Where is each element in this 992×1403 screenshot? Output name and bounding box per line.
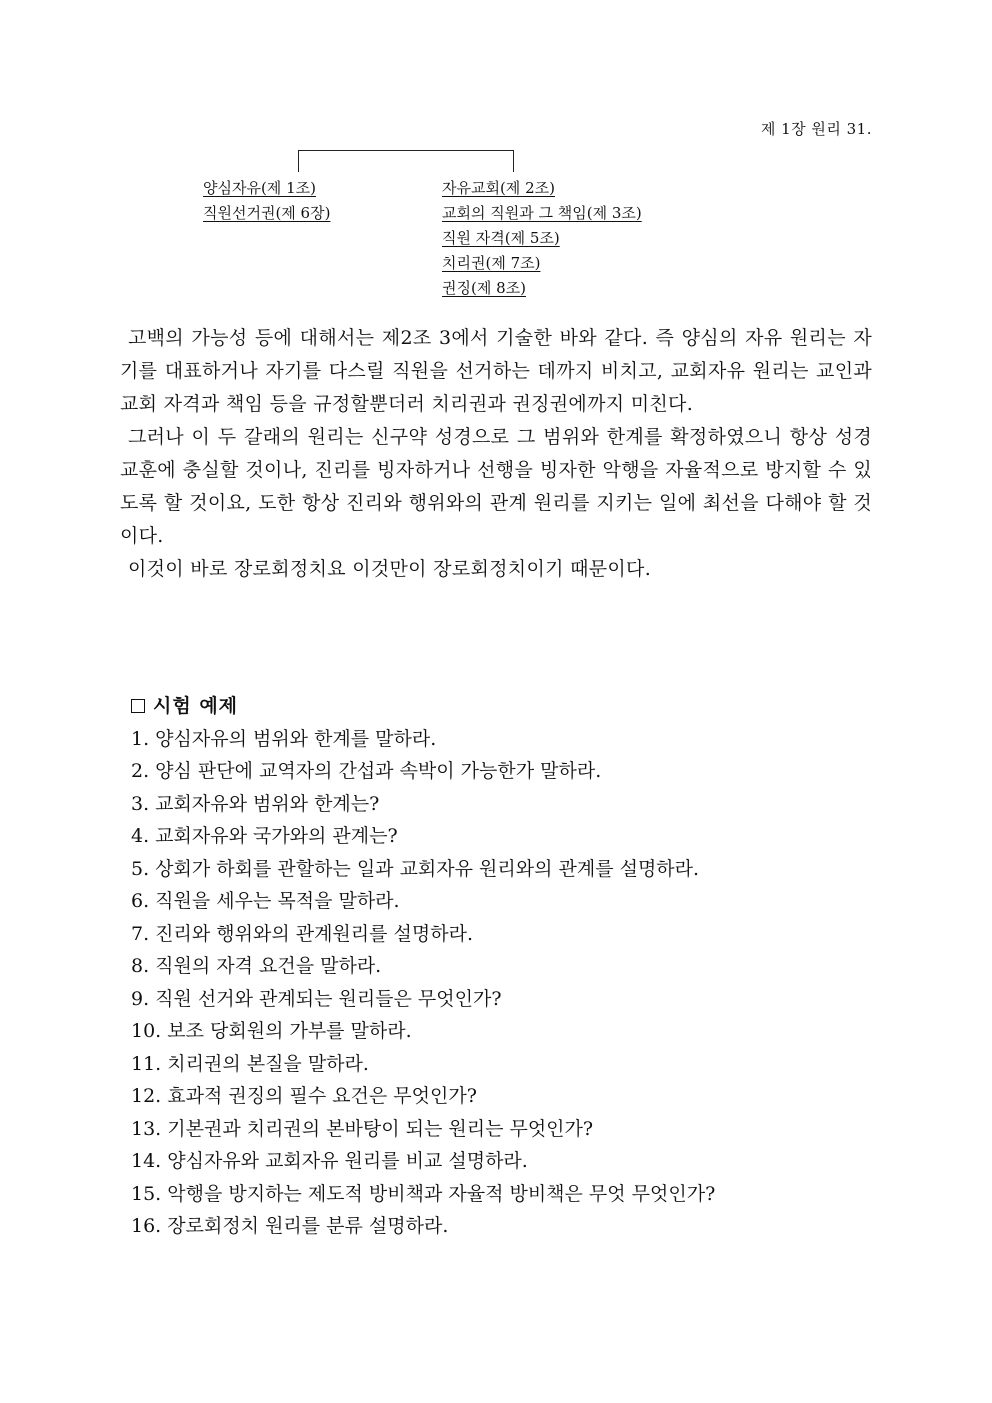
question-item: 15. 악행을 방지하는 제도적 방비책과 자율적 방비책은 무엇 무엇인가? bbox=[131, 1182, 716, 1205]
paragraph: 고백의 가능성 등에 대해서는 제2조 3에서 기술한 바와 같다. 즉 양심의 자유 원리는 자기를 대표하거나 자기를 다스릴 직원을 선거하는 데까지 비치고, 교회자유 원리는 교인과 교회 자격과 책임 등을 규정할뿐더러 치리권과 권징권에까지 미친다. bbox=[120, 327, 872, 415]
question-item: 7. 진리와 행위와의 관계원리를 설명하라. bbox=[131, 922, 473, 945]
question-item: 10. 보조 당회원의 가부를 말하라. bbox=[131, 1020, 412, 1042]
question-item: 9. 직원 선거와 관계되는 원리들은 무엇인가? bbox=[131, 987, 502, 1010]
page-header: 제 1장 원리 31. bbox=[760, 120, 872, 138]
tree-left-column bbox=[203, 176, 330, 226]
tree-item: 권징(제 8조) bbox=[442, 279, 526, 297]
tree-item: 양심자유(제 1조) bbox=[203, 179, 316, 197]
tree-right-column bbox=[442, 176, 642, 301]
paragraph: 이것이 바로 장로회정치요 이것만이 장로회정치이기 때문이다. bbox=[128, 558, 652, 580]
paragraph: 그러나 이 두 갈래의 원리는 신구약 성경으로 그 범위와 한계를 확정하였으니 항상 성경 교훈에 충실할 것이나, 진리를 빙자하거나 선행을 빙자한 악행을 자율적으로 방지할 수 있도록 할 것이요, 도한 항상 진리와 행위와의 관계 원리를 지키는 일에 최선을 다해야 할 것이다. bbox=[120, 426, 872, 547]
question-item: 3. 교회자유와 범위와 한계는? bbox=[131, 792, 380, 815]
tree-item: 교회의 직원과 그 책임(제 3조) bbox=[442, 204, 642, 222]
body-text bbox=[120, 322, 872, 586]
question-item: 13. 기본권과 치리권의 본바탕이 되는 원리는 무엇인가? bbox=[131, 1117, 594, 1140]
question-item: 5. 상회가 하회를 관할하는 일과 교회자유 원리와의 관계를 설명하라. bbox=[131, 857, 700, 880]
tree-item: 직원 자격(제 5조) bbox=[442, 229, 560, 247]
question-item: 8. 직원의 자격 요건을 말하라. bbox=[131, 955, 382, 977]
tree-item: 치리권(제 7조) bbox=[442, 254, 541, 272]
question-item: 6. 직원을 세우는 목적을 말하라. bbox=[131, 890, 400, 912]
tree-item: 직원선거권(제 6장) bbox=[203, 204, 331, 222]
tree-bracket-line bbox=[298, 150, 514, 172]
question-item: 4. 교회자유와 국가와의 관계는? bbox=[131, 825, 398, 847]
exam-heading bbox=[131, 690, 871, 723]
question-item: 11. 치리권의 본질을 말하라. bbox=[131, 1052, 369, 1075]
checkbox-icon bbox=[131, 699, 145, 713]
exam-title: 시험 예제 bbox=[153, 695, 239, 717]
question-item: 12. 효과적 권징의 필수 요건은 무엇인가? bbox=[131, 1085, 477, 1107]
exam-section bbox=[131, 690, 871, 1243]
question-item: 2. 양심 판단에 교역자의 간섭과 속박이 가능한가 말하라. bbox=[131, 760, 602, 782]
question-item: 16. 장로회정치 원리를 분류 설명하라. bbox=[131, 1215, 449, 1237]
question-item: 1. 양심자유의 범위와 한계를 말하라. bbox=[131, 727, 437, 750]
tree-item: 자유교회(제 2조) bbox=[442, 179, 555, 197]
question-item: 14. 양심자유와 교회자유 원리를 비교 설명하라. bbox=[131, 1150, 528, 1172]
